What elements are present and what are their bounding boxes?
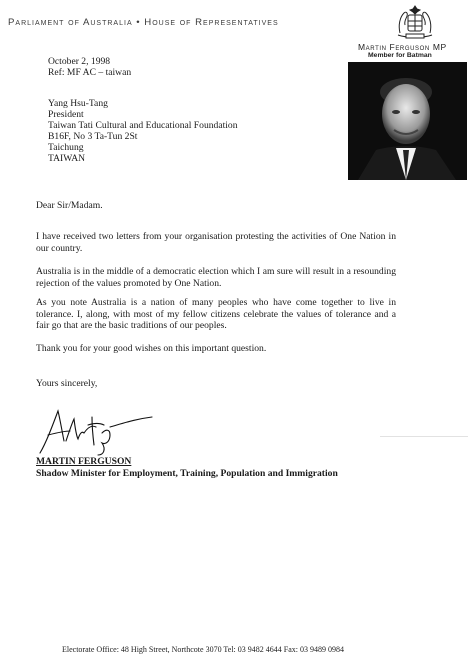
body-paragraph: As you note Australia is a nation of many peoples who have come together to live in tolerance. I, along, with most of my fellow citizens celebrate the values of tolerance and a fair go that are the basic traditions of our peoples. <box>36 297 396 331</box>
recipient-line: Taiwan Tati Cultural and Educational Foundation <box>48 120 238 131</box>
body-paragraph: Thank you for your good wishes on this important question. <box>36 343 267 354</box>
body-paragraph: I have received two letters from your organisation protesting the activities of One Nation in our country. <box>36 231 396 254</box>
footer-contact: Electorate Office: 48 High Street, Northcote 3070 Tel: 03 9482 4644 Fax: 03 9489 0984 <box>62 645 344 654</box>
coat-of-arms-icon <box>392 5 438 41</box>
recipient-line: B16F, No 3 Ta-Tun 2St <box>48 131 138 142</box>
salutation: Dear Sir/Madam. <box>36 200 103 211</box>
letterhead <box>8 17 279 28</box>
closing: Yours sincerely, <box>36 378 98 389</box>
letter-date: October 2, 1998 <box>48 56 111 67</box>
member-subtitle: Member for Batman <box>368 52 432 59</box>
recipient-line: President <box>48 109 84 120</box>
signatory-name: MARTIN FERGUSON <box>36 456 132 467</box>
recipient-line: Taichung <box>48 142 84 153</box>
recipient-line: Yang Hsu-Tang <box>48 98 108 109</box>
signature <box>36 405 156 457</box>
letter-ref: Ref: MF AC – taiwan <box>48 67 132 78</box>
recipient-line: TAIWAN <box>48 153 86 164</box>
divider <box>380 436 468 437</box>
signatory-title: Shadow Minister for Employment, Training, Population and Immigration <box>36 468 338 479</box>
member-name: Martin Ferguson MP <box>358 42 447 52</box>
member-photo <box>348 62 467 180</box>
letterhead-org: Parliament of Australia • House of Representatives <box>8 17 279 28</box>
body-paragraph: Australia is in the middle of a democratic election which I am sure will result in a resounding rejection of the values promoted by One Nation. <box>36 266 396 289</box>
